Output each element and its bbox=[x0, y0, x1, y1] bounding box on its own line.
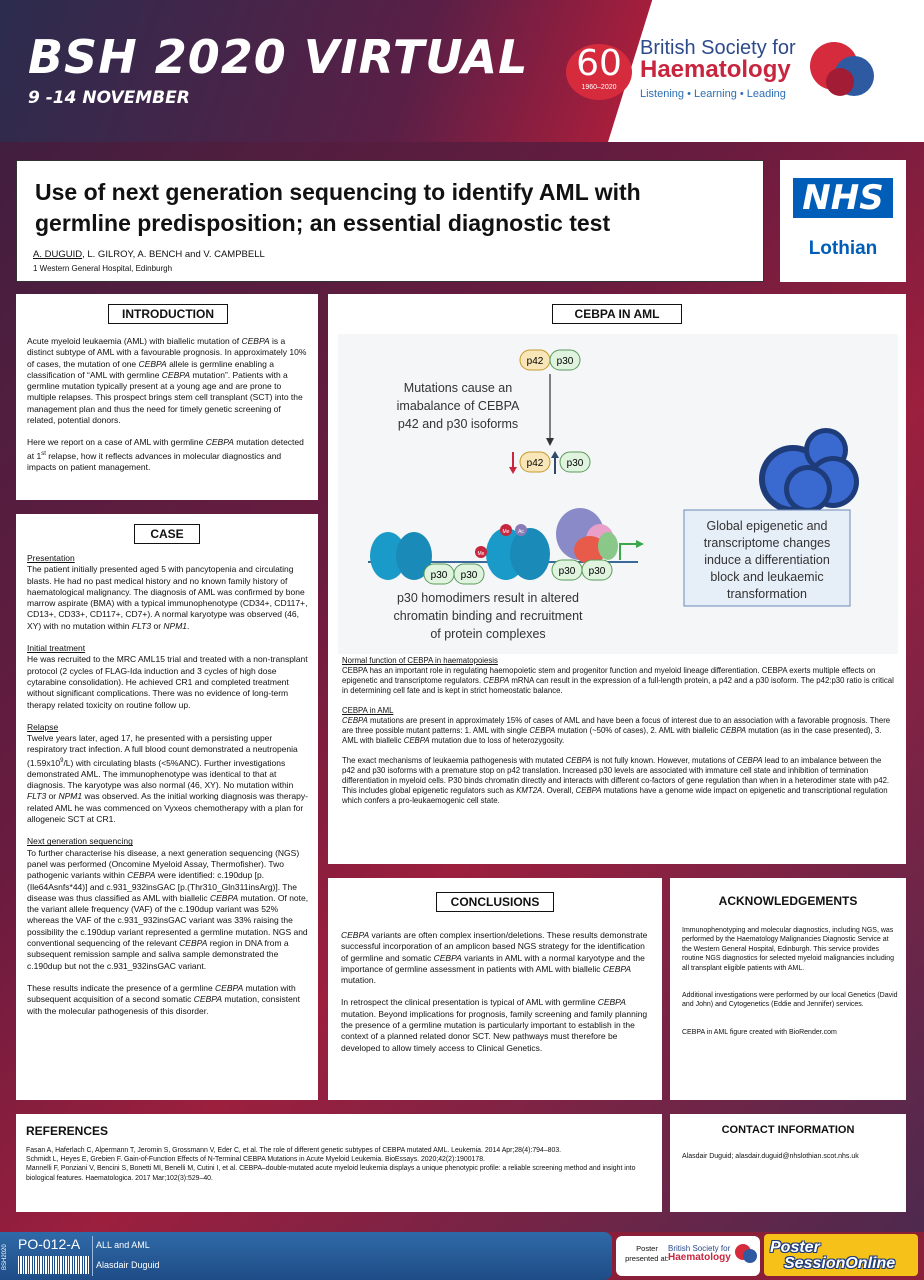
presented-bsh-line2: Haematology bbox=[668, 1252, 731, 1263]
methyl-label-1: Me bbox=[502, 529, 510, 535]
acknowledgements-text bbox=[682, 926, 898, 1047]
pso-line1: Poster bbox=[770, 1239, 820, 1256]
acknowledgements-paragraph: CEBPA in AML figure created with BioRender.com bbox=[682, 1028, 837, 1036]
case-heading: CASE bbox=[134, 524, 200, 544]
bsh-anniversary-badge bbox=[566, 44, 632, 100]
p30-label-top: p30 bbox=[556, 356, 574, 367]
footer-divider bbox=[92, 1236, 93, 1276]
case-panel bbox=[16, 514, 318, 1100]
p42-label-mid: p42 bbox=[526, 458, 544, 469]
p30-label-mid: p30 bbox=[566, 458, 584, 469]
contact-heading: CONTACT INFORMATION bbox=[721, 1124, 855, 1136]
conclusions-text bbox=[341, 930, 653, 1065]
case-final: These results indicate the presence of a germline CEBPA mutation with subsequent acquisition of a second somatic CEBPA mutation, consistent with the molecular pathogenesis of this disorder. bbox=[27, 982, 300, 1016]
affiliation: 1 Western General Hospital, Edinburgh bbox=[33, 264, 173, 273]
presented-at-text bbox=[619, 1244, 675, 1264]
p30-label-b: p30 bbox=[460, 570, 478, 581]
introduction-text bbox=[27, 336, 309, 484]
bsh-name-line2: Haematology bbox=[640, 56, 791, 83]
conclusions-heading: CONCLUSIONS bbox=[436, 892, 554, 912]
fig-mutations-line2: imabalance of CEBPA bbox=[396, 399, 520, 413]
introduction-paragraph: Acute myeloid leukaemia (AML) with biallelic mutation of CEBPA is a distinct subtype of AML with a favourable prognosis. In approximately 10% of cases, the mutation of one CEBPA allele is germline enabling a classification of “AML with germline CEBPA mutation”. Patients with a germline mutation typically present at a young age and are prone to multiple relapses. This prospect brings stem cell transplant (SCT) into the management plan and thus the need for timely genetic screening of related, potential donors. bbox=[27, 336, 307, 426]
protein-complex-green bbox=[598, 532, 618, 560]
p30-label-c: p30 bbox=[558, 566, 576, 577]
conclusions-panel bbox=[328, 878, 662, 1100]
event-dates: 9 -14 NOVEMBER bbox=[28, 88, 190, 108]
other-authors: , L. GILROY, A. BENCH and V. CAMPBELL bbox=[82, 249, 265, 260]
case-relapse: Relapse Twelve years later, aged 17, he presented with a persisting upper respiratory tract infection. A full blood count demonstrated a neutropenia $(1.59x10^9/L)$ with circulating blasts (<5%ANC). Further investigations demonstrated AML. The immunophenotype was identical to that at diagnosis. The karyotype was also normal (46, XY). No mutation within FLT3 or NPM1 was observed. As the initial working diagnosis was therapy-related AML he was commenced on Vyxeos chemotherapy with a plan for allogeneic SCT at CR1. bbox=[27, 721, 308, 825]
fig-homodimer-line2: chromatin binding and recruitment bbox=[393, 609, 583, 623]
poster-title: Use of next generation sequencing to identify AML with germline predisposition; an essential diagnostic test bbox=[35, 179, 641, 236]
bsh-tagline: Listening • Learning • Leading bbox=[640, 88, 786, 100]
poster-category: ALL and AML bbox=[96, 1240, 150, 1250]
references-heading: REFERENCES bbox=[26, 1124, 109, 1138]
contact-text: Alasdair Duguid; alasdair.duguid@nhslothian.scot.nhs.uk bbox=[682, 1153, 859, 1160]
case-text bbox=[27, 553, 311, 1028]
reference-item: Fasan A, Haferlach C, Alpermann T, Jeromin S, Grossmann V, Eder C, et al. The role of different genetic subtypes of CEBPA mutated AML. Leukemia. 2014 Apr;28(4):794–803. bbox=[26, 1147, 562, 1154]
bsh-logo-icon bbox=[808, 36, 878, 106]
acknowledgements-heading: ACKNOWLEDGEMENTS bbox=[718, 894, 858, 908]
poster-author: Alasdair Duguid bbox=[96, 1260, 160, 1270]
author-list bbox=[33, 249, 265, 260]
references-list bbox=[26, 1146, 656, 1183]
footer-vertical-tag: BSH2020 bbox=[2, 1244, 8, 1270]
cebpa-mechanism: The exact mechanisms of leukaemia pathogenesis with mutated CEBPA is not fully known. However, mutations of CEBPA lead to an imbalance between the p42 and p30 isoforms with a premature stop on p42 translation. Increased p30 levels are associated with immature cell state and inhibition of termination differentiation in myeloid cells. P30 binds chromatin directly and interacts with different co-factors of gene regulation than when in a heterodimer state with p42. This includes global epigenetic regulators such as KMT2A. Overall, CEBPA mutations have a genome wide impact on epigenetic and transcriptional regulation which confers a pro-leukaemogenic cell state. bbox=[342, 756, 890, 805]
acknowledgements-panel bbox=[670, 878, 906, 1100]
event-title: BSH 2020 VIRTUAL bbox=[28, 30, 529, 84]
acknowledgements-paragraph: Additional investigations were performed by our local Genetics (David and John) and Cytogenetics (Eddie and Jennifer) services. bbox=[682, 992, 898, 1009]
conclusions-paragraph: CEBPA variants are often complex insertion/deletions. These results demonstrate successful incorporation of an amplicon based NGS strategy for the identification of germline and somatic CEBPA variants in AML with a normal karyotype and the importance of germline assessment in patients with AML with biallelic CEBPA mutation. bbox=[341, 930, 648, 986]
p30-label-d: p30 bbox=[588, 566, 606, 577]
bsh-name-line1: British Society for bbox=[640, 37, 796, 59]
cebpa-text bbox=[342, 656, 894, 816]
reference-item: Schmidt L, Heyes E, Grebien F. Gain-of-Function Effects of N-Terminal CEBPA Mutations in Acute Myeloid Leukemia. BioEssays. 2020;42(2):1900178. bbox=[26, 1156, 485, 1164]
cebpa-heading: CEBPA IN AML bbox=[552, 304, 682, 324]
poster-id: PO-012-A bbox=[18, 1236, 81, 1252]
presented-line1: Poster bbox=[636, 1244, 658, 1253]
case-initial-treatment: Initial treatment He was recruited to the MRC AML15 trial and treated with a non-transplant protocol (2 cycles of FLAG-Ida induction and 3 cycles of high dose cytarabine consolidation). He achieved CR1 and completed treatment without significant complications. There was no evidence of long-term therapy related toxicity on routine follow up. bbox=[27, 643, 308, 710]
introduction-paragraph: Here we report on a case of AML with germline CEBPA mutation detected at 1st relapse, how it reflects advances in molecular diagnostics and impacts on patient management. bbox=[27, 437, 304, 472]
introduction-heading: INTRODUCTION bbox=[108, 304, 228, 324]
fig-global-line2: transcriptome changes bbox=[703, 536, 831, 550]
presenting-author: A. DUGUID bbox=[33, 249, 83, 260]
case-presentation: Presentation The patient initially presented aged 5 with pancytopenia and circulating blasts. He had no past medical history and no known family history of haematological malignancy. The diagnosis of AML was confirmed by bone marrow aspirate (BMA) with a typical immunophenotype (CD34+, CD117+, CD13+, CD33+, CD117+, CD7+). A normal karyotype was observed (46, XY) with no mutation within FLT3 or NPM1. bbox=[27, 553, 308, 631]
presented-bsh-icon bbox=[734, 1242, 758, 1266]
cebpa-normal-function: Normal function of CEBPA in haematopoiesis CEBPA has an important role in regulating haemopoietic stem and progenitor function and myeloid lineage differentiation. CEBPA exerts multiple effects on epigenetic and transcriptome regulators. CEBPA mRNA can result in the expression of a full-length protein, a p42 and a p30 isoform. The p42:p30 ratio is critical in determining cell fate and is kept in strict homeostatic balance. bbox=[342, 656, 894, 695]
references-panel bbox=[16, 1114, 662, 1212]
acknowledgements-paragraph: Immunophenotyping and molecular diagnostics, including NGS, was performed by the Haematology Malignancies Diagnostic Service at the Western General Hospital, Edinburgh. This service provides routine NGS diagnostics for selected myeloid malignancies including all transplant eligible patients with AML. bbox=[682, 927, 895, 972]
nucleosome-4 bbox=[510, 528, 550, 580]
presented-line2: presented at: bbox=[625, 1254, 669, 1263]
nhs-logo: NHS bbox=[793, 178, 893, 218]
p30-label-a: p30 bbox=[430, 570, 448, 581]
fig-global-line3: induce a differentiation bbox=[704, 553, 830, 567]
pso-line2: SessionOnline bbox=[784, 1255, 896, 1272]
fig-mutations-line3: p42 and p30 isoforms bbox=[397, 417, 519, 431]
fig-global-line1: Global epigenetic and bbox=[706, 519, 828, 533]
nhs-logo-panel bbox=[780, 160, 906, 282]
fig-homodimer-line3: of protein complexes bbox=[430, 627, 546, 641]
cebpa-figure bbox=[338, 334, 898, 654]
barcode-icon bbox=[18, 1256, 90, 1274]
contact-panel bbox=[670, 1114, 906, 1212]
bsh-logo-text bbox=[640, 38, 796, 105]
cebpa-panel bbox=[328, 294, 906, 864]
acetyl-label: Ac bbox=[518, 529, 524, 535]
anniversary-number: 60 bbox=[576, 43, 622, 84]
introduction-panel bbox=[16, 294, 318, 500]
fig-homodimer-line1: p30 homodimers result in altered bbox=[396, 591, 580, 605]
fig-global-line5: transformation bbox=[727, 587, 807, 601]
reference-item: Mannelli F, Ponziani V, Bencini S, Bonetti MI, Benelli M, Cutini I, et al. CEBPA–double-mutated acute myeloid leukemia displays a unique phenotypic profile: a reliable screening method and insight into biological features. Haematologica. 2017 Mar;102(3):529–40. bbox=[26, 1165, 636, 1182]
pso-logo-text bbox=[770, 1240, 895, 1272]
presented-bsh-line1: British Society for bbox=[668, 1244, 731, 1253]
title-panel bbox=[16, 160, 764, 282]
anniversary-years: 1960–2020 bbox=[581, 84, 617, 91]
case-ngs: Next generation sequencing To further characterise his disease, a next generation sequencing (NGS) panel was performed (Oncomine Myeloid Assay, Thermofisher). Two pathogenic variants within CEBPA were identified: c.190dup [p.(Ile64Asnfs*44)] and c.931_932insGAC [p.(Thr310_Gln311insArg)]. The disease was thus classified as AML with biallelic CEBPA mutation. Of note, the variant allele frequency (VAF) of the c.190dup variant was 52% whereas the VAF of the c.931_932insGAC variant was 33% raising the possibility the c.190dup variant represented a germline mutation. NGS and conventional sequencing of the relevant CEBPA region in DNA from a subsequent remission sample and saliva sample demonstrated the c.190dup but not the c.931_932insGAC variant. bbox=[27, 836, 309, 971]
conclusions-paragraph: In retrospect the clinical presentation is typical of AML with germline CEBPA mutation. Beyond implications for prognosis, family screening and family planning the presence of a germline mutation is particularly important to establish in the context of a planned related donor SCT. New pathways must therefore be developed to allow timely access to Clinical Genetics. bbox=[341, 997, 648, 1053]
p42-label-top: p42 bbox=[526, 356, 544, 367]
fig-mutations-line1: Mutations cause an bbox=[403, 381, 513, 395]
cebpa-in-aml: CEBPA in AML CEBPA mutations are present in approximately 15% of cases of AML and have been a focus of interest due to an association with a favorable prognosis. There are three possible mutant patterns: 1. AML with single CEBPA mutation (~50% of cases), 2. AML with biallelic CEBPA mutation (as in the case presented), 3. AML with biallelic CEBPA mutation due to loss of heterozygosity. bbox=[342, 706, 891, 745]
fig-global-line4: block and leukaemic bbox=[710, 570, 824, 584]
nhs-org-name: Lothian bbox=[808, 238, 878, 259]
presented-bsh-logo bbox=[668, 1244, 731, 1262]
methyl-label-2: Me bbox=[477, 551, 485, 557]
